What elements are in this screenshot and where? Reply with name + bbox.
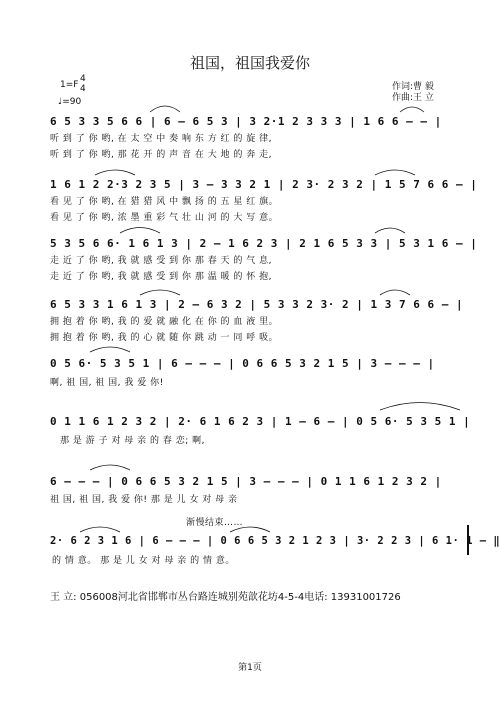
notation-line: 0 1 1 6 1 2 3 2 | 2· 6 1 6 2 3 | 1 – 6 – | 0 5 6· 5 3 5 1 | xyxy=(50,415,471,428)
lyric-line: 走 近 了 你 哟, 我 就 感 受 到 你 那 温 暖 的 怀 抱, xyxy=(50,272,272,282)
lyric-line: 拥 抱 着 你 哟, 我 的 爱 就 融 化 在 你 的 血 液 里。 xyxy=(50,317,279,327)
notation-line: 6 5 3 3 1 6 1 3 | 2 – 6 3 2 | 5 3 3 2 3· 2 | 1 3 7 6 6 – | xyxy=(50,298,464,311)
lyric-line: 看 见 了 你 哟, 浓 墨 重 彩 气 壮 山 河 的 大 写 意。 xyxy=(50,213,279,223)
notation-line: 2· 6 2 3 1 6 | 6 – – – | 0 6 6 5 3 2 1 2 3 | 3· 2 2 3 | 6 1· 1 – ‖ xyxy=(50,535,500,547)
tempo-marking: ♩=90 xyxy=(58,97,82,107)
contact-footer: 王 立: 056008河北省邯郸市丛台路连城别苑歆花坊4-5-4电话: 13931001726 xyxy=(50,592,401,603)
key-label: 1=F xyxy=(60,80,79,90)
slur-mark xyxy=(95,170,135,175)
slur-mark xyxy=(150,106,180,112)
time-numerator: 4 xyxy=(80,74,86,84)
slur-mark xyxy=(90,465,130,470)
slur-mark xyxy=(375,228,405,233)
lyric-line: 那 是 游 子 对 母 亲 的 春 恋; 啊, xyxy=(60,436,206,446)
notation-line: 0 5 6· 5 3 5 1 | 6 – – – | 0 6 6 5 3 2 1 5 | 3 – – – | xyxy=(50,357,435,370)
notation-line: 6 5 3 3 5 6 6 | 6 – 6 5 3 | 3 2·1 2 3 3 3 | 1 6 6 – – | xyxy=(50,115,442,128)
slur-mark xyxy=(90,347,130,352)
slur-mark xyxy=(140,290,180,295)
lyric-line: 听 到 了 你 哟, 在 太 空 中 奏 响 东 方 红 的 旋 律, xyxy=(50,134,272,144)
page-title: 祖国，祖国我爱你 xyxy=(189,54,310,72)
lyric-line: 拥 抱 着 你 哟, 我 的 心 就 随 你 跳 动 一 同 呼 吸。 xyxy=(50,333,279,343)
lyric-line: 的 情 意。 那 是 儿 女 对 母 亲 的 情 意。 xyxy=(52,556,235,566)
lyricist-credit: 作词:曹 毅 xyxy=(392,82,434,92)
notation-line: 5 3 5 6 6· 1 6 1 3 | 2 – 1 6 2 3 | 2 1 6 5 3 3 | 5 3 1 6 – | xyxy=(50,237,478,250)
slur-mark xyxy=(380,290,410,295)
lyric-line: 啊, 祖 国, 祖 国, 我 爱 你! xyxy=(50,378,164,388)
time-signature xyxy=(80,74,86,94)
slur-mark xyxy=(375,170,415,175)
notation-line: 6 – – – | 0 6 6 5 3 2 1 5 | 3 – – – | 0 1 1 6 1 2 3 2 | xyxy=(50,475,442,488)
ritardando-annotation: 渐慢结束…… xyxy=(186,518,244,528)
lyric-line: 听 到 了 你 哟, 那 花 开 的 声 音 在 大 地 的 奔 走, xyxy=(50,150,272,160)
slur-mark xyxy=(120,228,160,234)
page-number: 第1页 xyxy=(238,663,262,673)
lyric-line: 走 近 了 你 哟, 我 就 感 受 到 你 那 春 天 的 气 息, xyxy=(50,256,272,266)
notation-line: 1 6 1 2 2·3 2 3 5 | 3 – 3 3 2 1 | 2 3· 2 3 2 | 1 5 7 6 6 – | xyxy=(50,178,478,191)
composer-credit: 作曲:王 立 xyxy=(392,93,434,103)
time-denominator: 4 xyxy=(80,84,86,94)
lyric-line: 祖 国, 祖 国, 我 爱 你! 那 是 儿 女 对 母 亲 xyxy=(50,495,238,505)
slur-mark xyxy=(400,107,424,112)
slur-mark xyxy=(380,403,460,411)
lyric-line: 看 见 了 你 哟, 在 猎 猎 风 中 飘 扬 的 五 星 红 旗。 xyxy=(50,197,279,207)
slur-mark xyxy=(80,527,120,532)
key-signature xyxy=(60,80,78,90)
